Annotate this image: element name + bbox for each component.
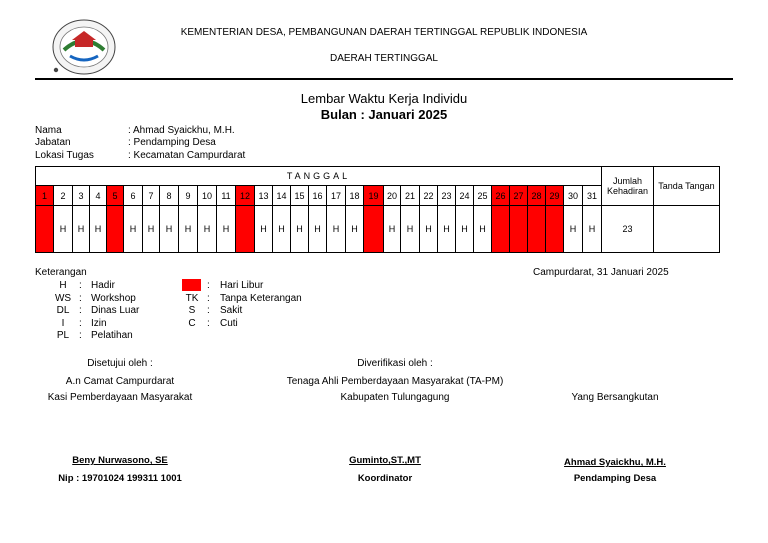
- attendance-mark: [510, 206, 528, 253]
- attendance-mark: H: [346, 206, 364, 253]
- day-number: 21: [401, 186, 420, 206]
- approved-by-label: Disetujui oleh :: [87, 358, 153, 369]
- attendance-mark: H: [160, 206, 179, 253]
- holiday-color-swatch: [182, 279, 201, 291]
- day-number: 18: [346, 186, 364, 206]
- legend-description: Cuti: [220, 317, 238, 329]
- attendance-mark: H: [384, 206, 401, 253]
- legend-separator: :: [79, 292, 82, 304]
- day-number: 13: [255, 186, 273, 206]
- ministry-name: KEMENTERIAN DESA, PEMBANGUNAN DAERAH TERTINGGAL REPUBLIK INDONESIA: [180, 27, 588, 38]
- legend-code: S: [188, 305, 196, 316]
- self-label: Yang Bersangkutan: [571, 392, 659, 403]
- day-number: 1: [36, 186, 54, 206]
- day-number: 19: [364, 186, 384, 206]
- keterangan-title: Keterangan: [35, 267, 87, 278]
- day-number: 31: [583, 186, 602, 206]
- attendance-mark: H: [90, 206, 107, 253]
- legend-separator: :: [207, 317, 210, 329]
- attendance-mark: H: [401, 206, 420, 253]
- signature-approver-name: Beny Nurwasono, SE: [72, 455, 168, 466]
- day-number: 6: [124, 186, 143, 206]
- legend-code: DL: [56, 305, 70, 316]
- verifier-office: Tenaga Ahli Pemberdayaan Masyarakat (TA-PM): [286, 376, 504, 387]
- legend-description: Hari Libur: [220, 280, 264, 291]
- legend-description: Hadir: [91, 280, 115, 291]
- day-number: 29: [546, 186, 564, 206]
- day-number: 27: [510, 186, 528, 206]
- jumlah-kehadiran-value: 23: [602, 206, 654, 253]
- attendance-mark: [107, 206, 124, 253]
- signature-verifier-name: Guminto,ST.,MT: [349, 455, 421, 466]
- day-number: 10: [198, 186, 217, 206]
- legend-code: PL: [56, 330, 70, 341]
- attendance-mark: H: [54, 206, 73, 253]
- verified-by-label: Diverifikasi oleh :: [357, 358, 433, 369]
- legend-code: H: [59, 280, 67, 291]
- info-label-name: Nama: [35, 125, 62, 136]
- attendance-mark: H: [179, 206, 198, 253]
- legend-description: Sakit: [220, 305, 243, 316]
- info-value-location: : Kecamatan Campurdarat: [128, 150, 246, 161]
- day-number: 14: [273, 186, 291, 206]
- day-number: 11: [217, 186, 236, 206]
- legend-separator: :: [79, 317, 82, 329]
- day-number: 20: [384, 186, 401, 206]
- legend-separator: :: [207, 292, 210, 304]
- legend-code: TK: [185, 292, 199, 304]
- day-number: 24: [456, 186, 474, 206]
- signature-self-name: Ahmad Syaickhu, M.H.: [564, 457, 666, 468]
- marks-row: [36, 206, 720, 253]
- day-number: 25: [474, 186, 492, 206]
- attendance-mark: H: [564, 206, 583, 253]
- day-number: 5: [107, 186, 124, 206]
- jumlah-kehadiran-header: Jumlah Kehadiran: [602, 167, 654, 206]
- attendance-mark: [492, 206, 510, 253]
- day-number: 15: [291, 186, 309, 206]
- approver-unit: Kasi Pemberdayaan Masyarakat: [47, 392, 193, 403]
- attendance-mark: [236, 206, 255, 253]
- day-number: 22: [420, 186, 438, 206]
- day-number: 16: [309, 186, 327, 206]
- legend-code: I: [61, 317, 65, 329]
- document-month: Bulan : Januari 2025: [320, 107, 448, 122]
- day-number: 12: [236, 186, 255, 206]
- legend-separator: :: [207, 305, 210, 316]
- signature-cell: [654, 206, 720, 253]
- attendance-mark: H: [143, 206, 160, 253]
- attendance-mark: H: [273, 206, 291, 253]
- day-number: 8: [160, 186, 179, 206]
- attendance-mark: H: [291, 206, 309, 253]
- attendance-mark: [528, 206, 546, 253]
- day-number: 28: [528, 186, 546, 206]
- day-number: 4: [90, 186, 107, 206]
- day-number: 2: [54, 186, 73, 206]
- attendance-mark: H: [73, 206, 90, 253]
- verifier-unit: Kabupaten Tulungagung: [340, 392, 450, 403]
- day-number: 9: [179, 186, 198, 206]
- attendance-mark: H: [474, 206, 492, 253]
- approver-office: A.n Camat Campurdarat: [65, 376, 175, 387]
- legend-description: Dinas Luar: [91, 305, 140, 316]
- legend-description: Tanpa Keterangan: [220, 292, 302, 304]
- signature-verifier-role: Koordinator: [357, 473, 413, 484]
- attendance-mark: [36, 206, 54, 253]
- attendance-mark: H: [438, 206, 456, 253]
- legend-code: WS: [54, 292, 72, 304]
- place-date: Campurdarat, 31 Januari 2025: [533, 267, 669, 278]
- info-value-name: : Ahmad Syaickhu, M.H.: [128, 125, 235, 136]
- attendance-mark: [546, 206, 564, 253]
- tanda-tangan-header: Tanda Tangan: [654, 167, 720, 206]
- attendance-table: [35, 166, 720, 253]
- legend-description: Workshop: [91, 292, 136, 304]
- info-label-location: Lokasi Tugas: [35, 150, 94, 161]
- attendance-mark: H: [124, 206, 143, 253]
- day-number: 7: [143, 186, 160, 206]
- legend-separator: :: [79, 280, 82, 291]
- legend-separator: :: [79, 330, 82, 341]
- document-title: Lembar Waktu Kerja Individu: [300, 91, 468, 106]
- day-number: 26: [492, 186, 510, 206]
- day-number: 17: [327, 186, 346, 206]
- info-value-position: : Pendamping Desa: [128, 137, 216, 148]
- attendance-mark: H: [420, 206, 438, 253]
- day-number: 3: [73, 186, 90, 206]
- attendance-mark: H: [255, 206, 273, 253]
- attendance-mark: H: [309, 206, 327, 253]
- day-number: 30: [564, 186, 583, 206]
- day-number: 23: [438, 186, 456, 206]
- legend-description: Pelatihan: [91, 330, 133, 341]
- signature-self-role: Pendamping Desa: [573, 473, 657, 484]
- attendance-mark: H: [217, 206, 236, 253]
- signature-approver-role: Nip : 19701024 199311 1001: [58, 473, 182, 484]
- unit-name: DAERAH TERTINGGAL: [330, 53, 438, 64]
- tanggal-label: TANGGAL: [36, 167, 602, 186]
- attendance-mark: H: [327, 206, 346, 253]
- legend-code: C: [188, 317, 196, 329]
- legend-description: Izin: [91, 317, 107, 329]
- legend-separator: :: [79, 305, 82, 316]
- legend-separator: :: [207, 280, 210, 291]
- header-divider: [35, 78, 733, 80]
- attendance-mark: H: [456, 206, 474, 253]
- attendance-mark: H: [583, 206, 602, 253]
- tanggal-header-row: [36, 167, 720, 186]
- info-label-position: Jabatan: [35, 137, 71, 148]
- attendance-mark: [364, 206, 384, 253]
- attendance-mark: H: [198, 206, 217, 253]
